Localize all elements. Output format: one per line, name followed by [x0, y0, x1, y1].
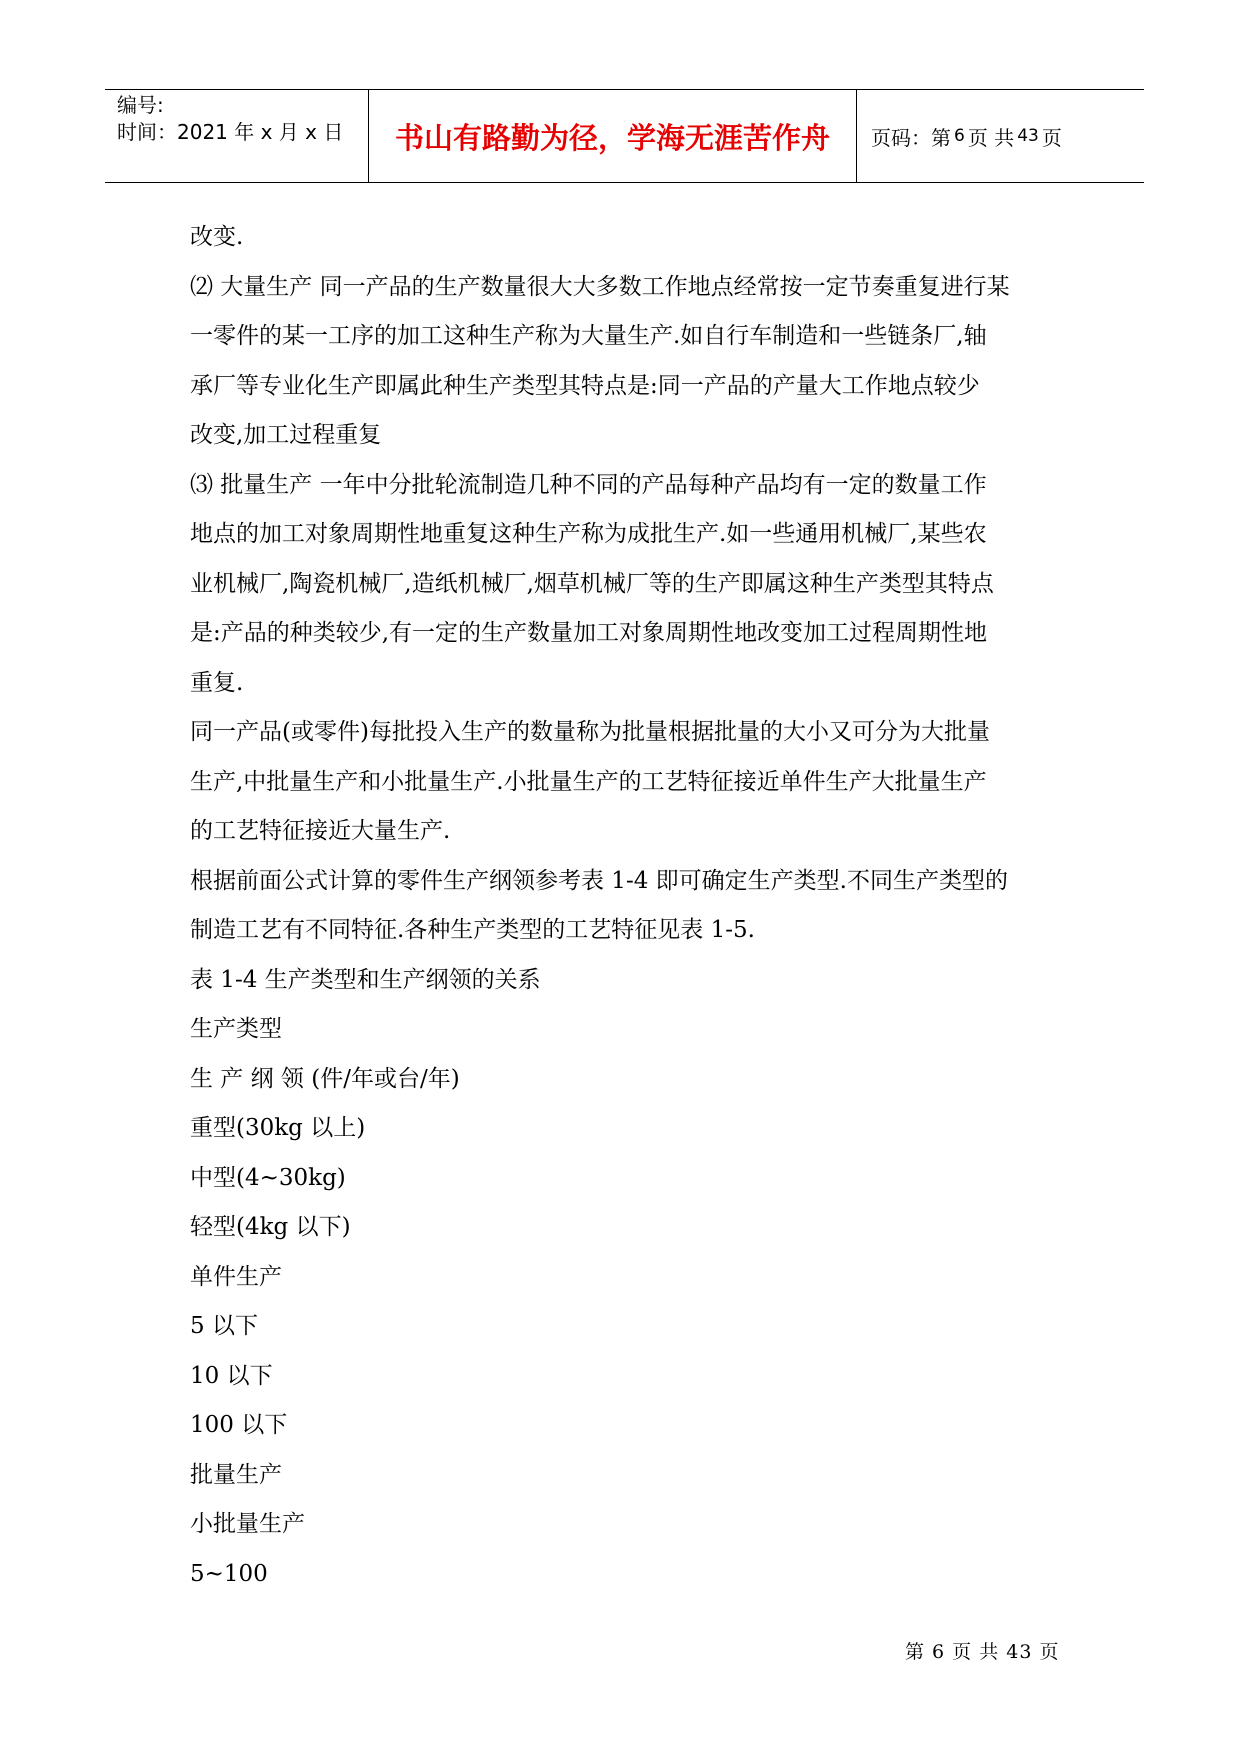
body-line: 5 以下: [190, 1313, 258, 1339]
body-line: 地点的加工对象周期性地重复这种生产称为成批生产.如一些通用机械厂,某些农: [190, 521, 987, 547]
document-number-label: 编号:: [117, 93, 164, 117]
document-time-label: 时间：2021 年 x 月 x 日: [117, 120, 344, 144]
body-line: 单件生产: [190, 1263, 282, 1290]
body-line: 的工艺特征接近大量生产.: [190, 818, 451, 844]
page-footer: 第 6 页 共 43 页: [905, 1641, 1060, 1663]
body-line: 同一产品(或零件)每批投入生产的数量称为批量根据批量的大小又可分为大批量: [190, 719, 990, 745]
body-line: 生产,中批量生产和小批量生产.小批量生产的工艺特征接近单件生产大批量生产: [190, 768, 987, 795]
body-line: ⑶ 批量生产 一年中分批轮流制造几种不同的产品每种产品均有一定的数量工作: [190, 471, 987, 498]
body-line: 100 以下: [190, 1412, 288, 1438]
body-line: 10 以下: [190, 1362, 273, 1389]
body-line: 重复.: [190, 669, 244, 696]
body-line: 改变,加工过程重复: [190, 422, 382, 448]
body-line: 小批量生产: [190, 1511, 305, 1537]
body-line: 承厂等专业化生产即属此种生产类型其特点是:同一产品的产量大工作地点较少: [190, 372, 980, 399]
page-total: 43: [1017, 126, 1039, 146]
body-line: 制造工艺有不同特征.各种生产类型的工艺特征见表 1-5.: [190, 917, 755, 943]
body-line: 一零件的某一工序的加工这种生产称为大量生产.如自行车制造和一些链条厂,轴: [190, 323, 987, 349]
body-line: 重型(30kg 以上): [190, 1115, 366, 1141]
body-line: 中型(4~30kg): [190, 1164, 346, 1191]
body-line: 业机械厂,陶瓷机械厂,造纸机械厂,烟草机械厂等的生产即属这种生产类型其特点: [190, 570, 994, 597]
body-line: 轻型(4kg 以下): [190, 1214, 351, 1240]
header-meta: [105, 90, 369, 182]
page-prefix: 页码：第: [871, 125, 951, 150]
body-line: 是:产品的种类较少,有一定的生产数量加工对象周期性地改变加工过程周期性地: [190, 620, 988, 646]
page-header: [105, 89, 1144, 183]
page-current: 6: [954, 126, 965, 146]
body-line: 表 1-4 生产类型和生产纲领的关系: [190, 966, 541, 993]
page-suffix: 页: [1041, 125, 1062, 150]
body-line: ⑵ 大量生产 同一产品的生产数量很大大多数工作地点经常按一定节奏重复进行某: [190, 273, 1010, 300]
body-line: 生 产 纲 领 (件/年或台/年): [190, 1065, 460, 1092]
body-line: 5~100: [190, 1560, 268, 1587]
body-line: 生产类型: [190, 1016, 282, 1042]
body-line: 根据前面公式计算的零件生产纲领参考表 1-4 即可确定生产类型.不同生产类型的: [190, 867, 1008, 894]
header-page-number: [857, 90, 1144, 182]
body-line: 批量生产: [190, 1461, 282, 1488]
page-middle: 页 共: [967, 125, 1015, 150]
header-motto: 书山有路勤为径，学海无涯苦作舟: [369, 90, 857, 182]
document-body: [190, 213, 1090, 1599]
body-line: 改变.: [190, 224, 244, 250]
